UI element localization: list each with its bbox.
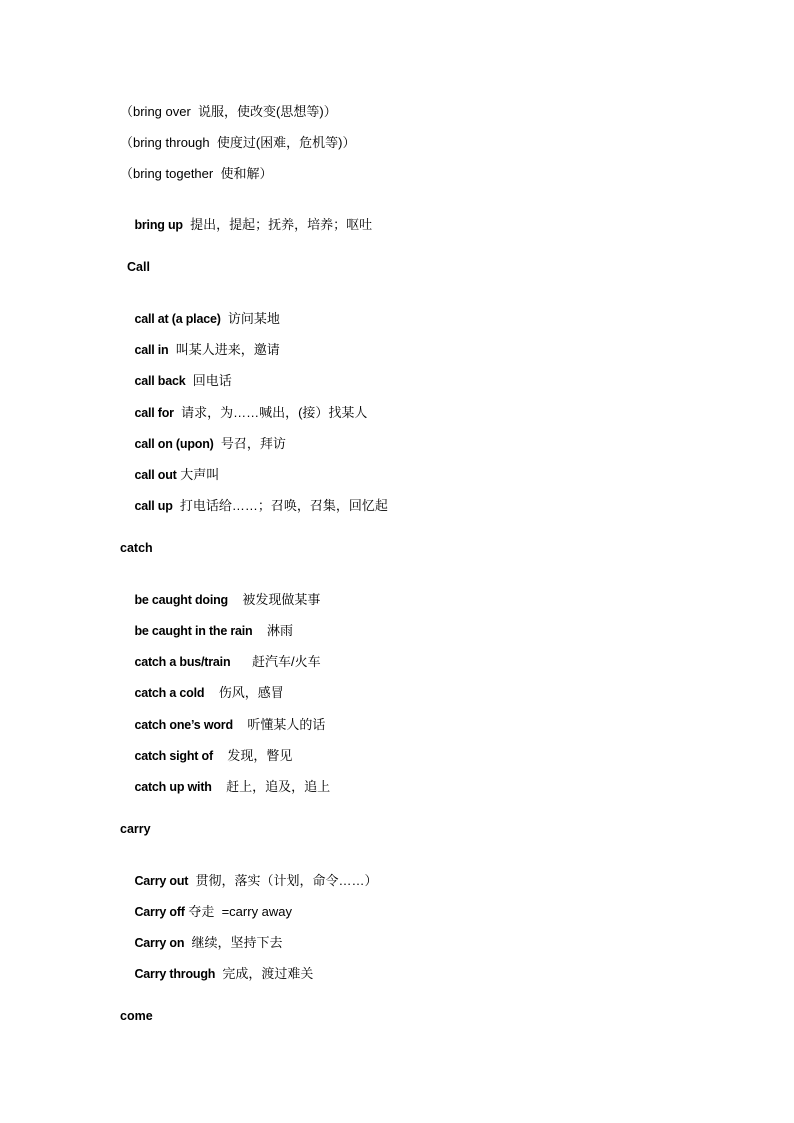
carry-entry <box>120 944 314 981</box>
section-heading-catch: catch <box>120 541 153 555</box>
carry-entry <box>120 882 293 919</box>
catch-entry <box>120 570 321 607</box>
catch-entry <box>120 601 293 638</box>
phrase-term: be caught doing <box>134 593 228 607</box>
phrase-gloss: 号召，拜访 <box>213 436 286 451</box>
phrase-gloss: 赶汽车/火车 <box>230 654 321 669</box>
call-entry <box>120 414 286 451</box>
phrase-gloss: 夺走 =carry away <box>184 904 293 919</box>
phrase-term: catch up with <box>134 780 212 794</box>
bring-together-entry: （bring together 使和解） <box>120 166 273 181</box>
phrase-gloss: 听懂某人的话 <box>232 717 326 732</box>
section-heading-call: Call <box>127 260 150 274</box>
phrase-term: catch sight of <box>134 749 213 763</box>
call-entry <box>120 351 232 388</box>
carry-entry <box>120 913 283 950</box>
phrase-term: call in <box>134 343 169 357</box>
phrase-term: Carry out <box>134 874 189 888</box>
phrase-term: call back <box>134 374 186 388</box>
phrase-gloss: 访问某地 <box>220 311 280 326</box>
phrase-gloss: 完成，渡过难关 <box>215 966 314 981</box>
phrase-gloss: 打电话给……；召唤，召集，回忆起 <box>172 498 388 513</box>
catch-entry <box>120 726 293 763</box>
phrase-term: catch a cold <box>134 686 205 700</box>
phrase-gloss: 被发现做某事 <box>227 592 321 607</box>
bring-up-entry <box>120 195 373 232</box>
phrase-term: call out <box>134 468 177 482</box>
section-heading-carry: carry <box>120 822 151 836</box>
call-entry <box>120 476 388 513</box>
phrase-gloss: 继续，坚持下去 <box>184 935 283 950</box>
call-entry <box>120 320 280 357</box>
bring-through-entry: （bring through 使度过(困难，危机等)） <box>120 135 356 150</box>
phrase-gloss: 发现，瞥见 <box>212 748 293 763</box>
phrase-term: Carry through <box>134 967 216 981</box>
phrase-gloss: 淋雨 <box>252 623 293 638</box>
phrase-term: call at (a place) <box>134 312 221 326</box>
phrase-gloss: 大声叫 <box>176 467 220 482</box>
phrase-term: be caught in the rain <box>134 624 253 638</box>
phrase-term: Carry on <box>134 936 185 950</box>
call-entry <box>120 289 280 326</box>
phrase-gloss: 回电话 <box>185 373 232 388</box>
phrase-gloss: 赶上，追及，追上 <box>211 779 331 794</box>
bring-over-entry: （bring over 说服，使改变(思想等)） <box>120 104 337 119</box>
phrase-term: call for <box>134 406 174 420</box>
catch-entry <box>120 695 326 732</box>
phrase-gloss: 贯彻，落实（计划，命令……） <box>188 873 378 888</box>
phrase-gloss: 提出，提起；抚养，培养；呕吐 <box>182 217 373 232</box>
phrase-gloss: 请求，为……喊出，(接）找某人 <box>173 405 368 420</box>
phrase-term: call on (upon) <box>134 437 214 451</box>
catch-entry <box>120 632 321 669</box>
phrase-term: catch a bus/train <box>134 655 231 669</box>
phrase-term: call up <box>134 499 173 513</box>
catch-entry <box>120 757 331 794</box>
phrase-term: catch one’s word <box>134 718 233 732</box>
phrase-term: Carry off <box>134 905 185 919</box>
carry-entry <box>120 851 378 888</box>
call-entry <box>120 445 220 482</box>
phrase-term: bring up <box>134 218 183 232</box>
phrase-gloss: 伤风，感冒 <box>204 685 284 700</box>
phrase-gloss: 叫某人进来，邀请 <box>168 342 280 357</box>
section-heading-come: come <box>120 1009 153 1023</box>
call-entry <box>120 383 368 420</box>
catch-entry <box>120 663 284 700</box>
